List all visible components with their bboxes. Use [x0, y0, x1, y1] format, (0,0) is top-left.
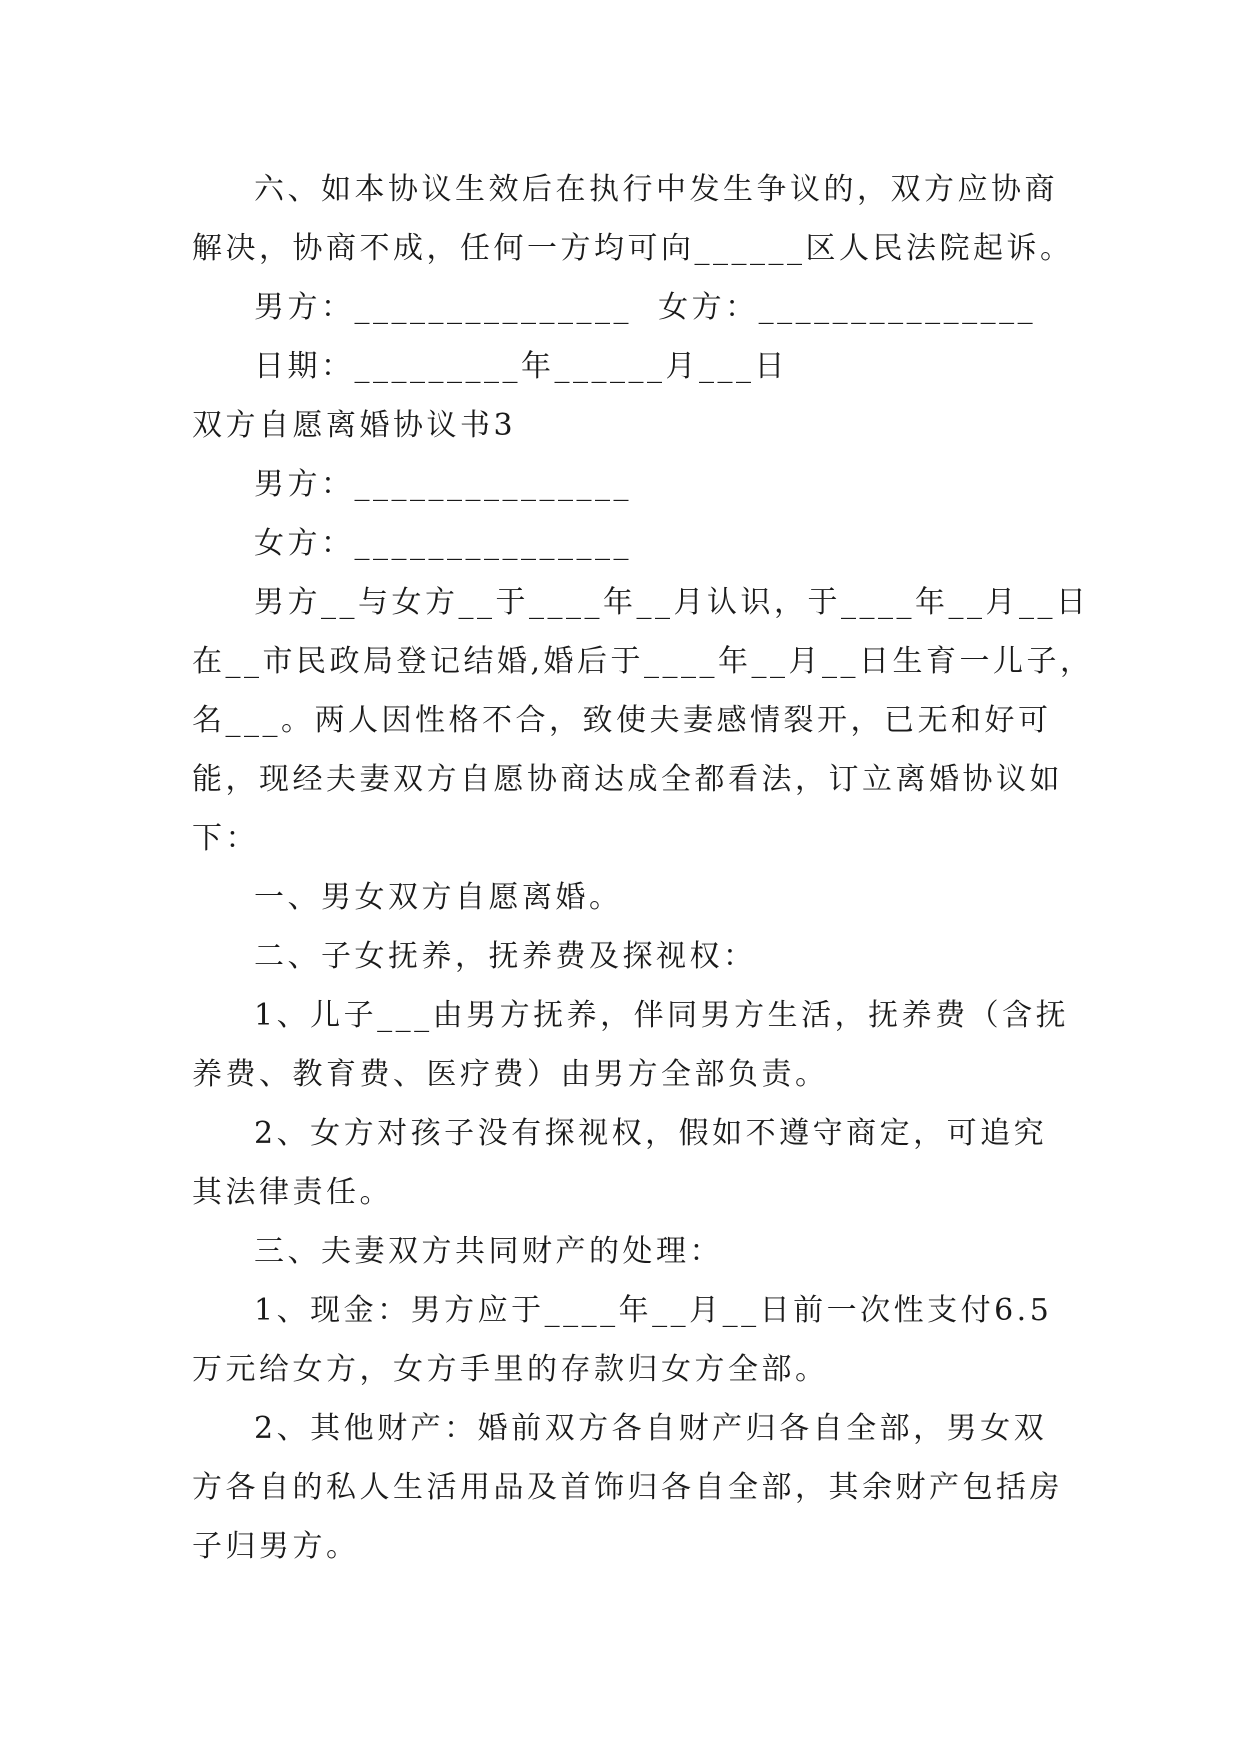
clause-item: 万元给女方，女方手里的存款归女方全部。: [192, 1352, 829, 1387]
paragraph-line: 名___。两人因性格不合，致使夫妻感情裂开，已无和好可: [192, 703, 1052, 738]
clause-item: 方各自的私人生活用品及首饰归各自全部，其余财产包括房: [192, 1470, 1063, 1505]
female-party-line: 女方：_______________: [254, 526, 632, 561]
paragraph-line: 下：: [192, 821, 259, 856]
signature-line: 男方：_______________ 女方：_______________: [254, 290, 1037, 325]
clause-heading: 二、子女抚养，抚养费及探视权：: [254, 939, 757, 974]
document-page: [192, 160, 1094, 1576]
section-title: 双方自愿离婚协议书3: [192, 408, 517, 443]
paragraph-line: 能，现经夫妻双方自愿协商达成全都看法，订立离婚协议如: [192, 762, 1063, 797]
date-line: 日期：_________年______月___日: [254, 349, 788, 384]
clause-item: 子归男方。: [192, 1529, 360, 1564]
paragraph-line: 男方__与女方__于____年__月认识，于____年__月__日: [254, 585, 1090, 620]
clause-item: 养费、教育费、医疗费）由男方全部负责。: [192, 1057, 829, 1092]
clause-item: 2、其他财产：婚前双方各自财产归各自全部，男女双: [254, 1411, 1048, 1446]
paragraph-line: 解决，协商不成，任何一方均可向______区人民法院起诉。: [192, 231, 1074, 266]
clause-item: 1、现金：男方应于____年__月__日前一次性支付6.5: [254, 1293, 1053, 1328]
clause-item: 1、儿子___由男方抚养，伴同男方生活，抚养费（含抚: [254, 998, 1070, 1033]
male-party-line: 男方：_______________: [254, 467, 632, 502]
paragraph-line: 在__市民政局登记结婚,婚后于____年__月__日生育一儿子，: [192, 644, 1094, 679]
paragraph-line: 六、如本协议生效后在执行中发生争议的，双方应协商: [254, 172, 1058, 207]
clause-heading: 三、夫妻双方共同财产的处理：: [254, 1234, 723, 1269]
clause-item: 其法律责任。: [192, 1175, 393, 1210]
clause-heading: 一、男女双方自愿离婚。: [254, 880, 623, 915]
clause-item: 2、女方对孩子没有探视权，假如不遵守商定，可追究: [254, 1116, 1048, 1151]
